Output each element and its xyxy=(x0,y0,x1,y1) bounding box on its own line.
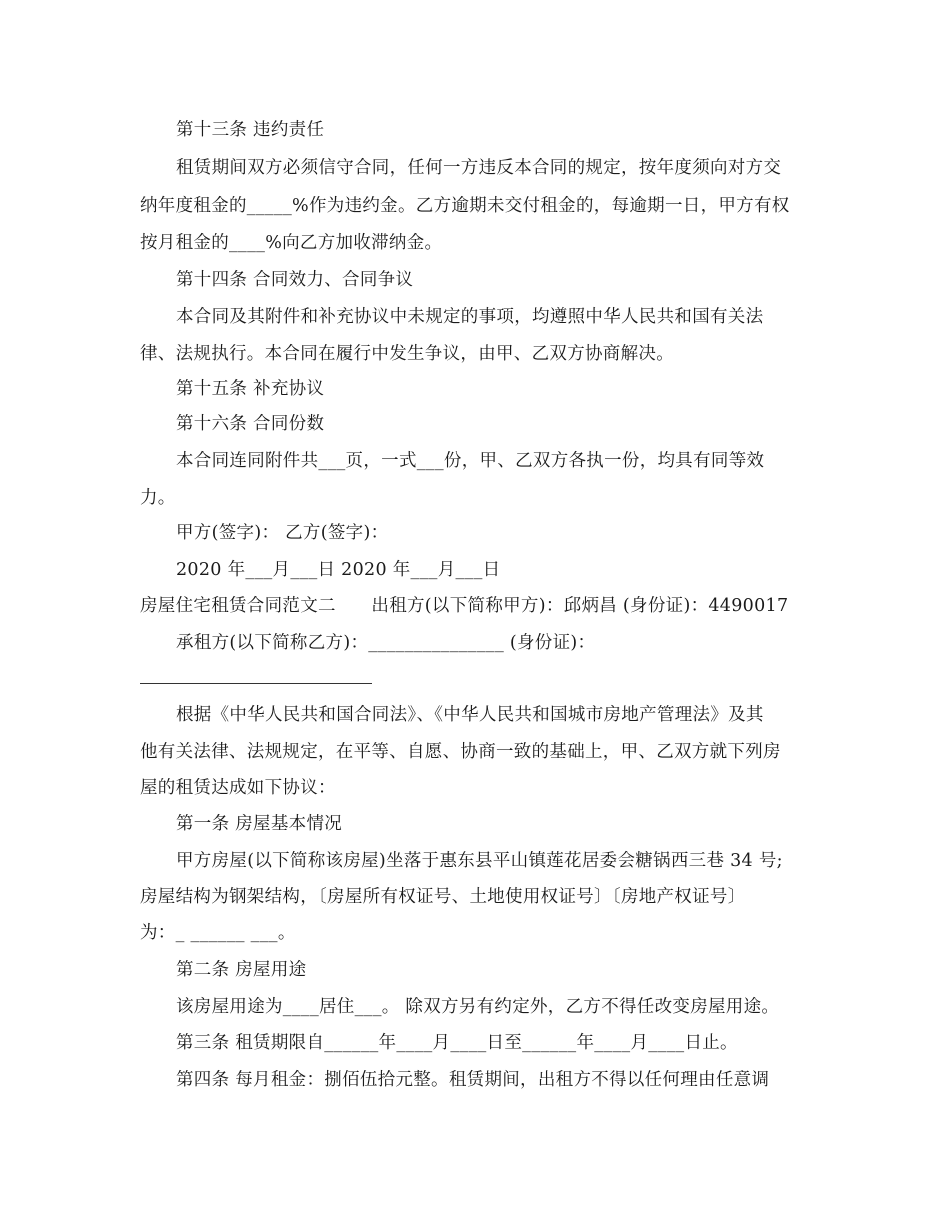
preamble-line-2: 他有关法律、法规规定，在平等、自愿、协商一致的基础上，甲、乙双方就下列房 xyxy=(140,742,781,762)
article-2-heading: 第二条 房屋用途 xyxy=(176,960,307,980)
clause-16-heading: 第十六条 合同份数 xyxy=(176,414,325,434)
clause-13-heading: 第十三条 违约责任 xyxy=(176,120,325,140)
clause-14-heading: 第十四条 合同效力、合同争议 xyxy=(176,270,414,290)
article-2-text: 该房屋用途为____居住___。 除双方另有约定外，乙方不得任改变房屋用途。 xyxy=(176,997,780,1017)
article-1-heading: 第一条 房屋基本情况 xyxy=(176,814,343,834)
article-3-text: 第三条 租赁期限自______年____月____日至______年____月____日止。 xyxy=(176,1033,738,1053)
second-contract-title-line: 房屋住宅租赁合同范文二 出租方(以下简称甲方)：邱炳昌 (身份证)：4490017 xyxy=(140,596,789,616)
blank-underline xyxy=(140,683,372,684)
clause-15-heading: 第十五条 补充协议 xyxy=(176,379,325,399)
clause-13-text-line-3: 按月租金的____%向乙方加收滞纳金。 xyxy=(140,233,443,253)
preamble-line-3: 屋的租赁达成如下协议： xyxy=(140,778,336,798)
signature-line: 甲方(签字)： 乙方(签字)： xyxy=(176,523,389,543)
article-4-text: 第四条 每月租金：捌佰伍拾元整。租赁期间，出租方不得以任何理由任意调 xyxy=(176,1070,770,1090)
preamble-line-1: 根据《中华人民共和国合同法》、《中华人民共和国城市房地产管理法》及其 xyxy=(176,705,764,725)
clause-14-text-line-1: 本合同及其附件和补充协议中未规定的事项，均遵照中华人民共和国有关法 xyxy=(176,307,764,327)
article-1-text-line-2: 房屋结构为钢架结构，〔房屋所有权证号、土地使用权证号〕〔房地产权证号〕 xyxy=(140,887,746,907)
tenant-line: 承租方(以下简称乙方)：_______________ (身份证)： xyxy=(176,633,596,653)
clause-16-text-line-2: 力。 xyxy=(140,488,176,508)
clause-16-text-line-1: 本合同连同附件共___页，一式___份，甲、乙双方各执一份，均具有同等效 xyxy=(176,451,765,471)
date-line: 2020 年___月___日 2020 年___月___日 xyxy=(176,560,501,580)
article-1-text-line-3: 为：_ ______ ___。 xyxy=(140,923,296,943)
clause-14-text-line-2: 律、法规执行。本合同在履行中发生争议，由甲、乙双方协商解决。 xyxy=(140,344,674,364)
clause-13-text-line-1: 租赁期间双方必须信守合同，任何一方违反本合同的规定，按年度须向对方交 xyxy=(176,158,782,178)
clause-13-text-line-2: 纳年度租金的_____%作为违约金。乙方逾期未交付租金的，每逾期一日，甲方有权 xyxy=(140,196,790,216)
article-1-text-line-1: 甲方房屋(以下简称该房屋)坐落于惠东县平山镇莲花居委会糖锅西三巷 34 号; xyxy=(176,851,783,871)
